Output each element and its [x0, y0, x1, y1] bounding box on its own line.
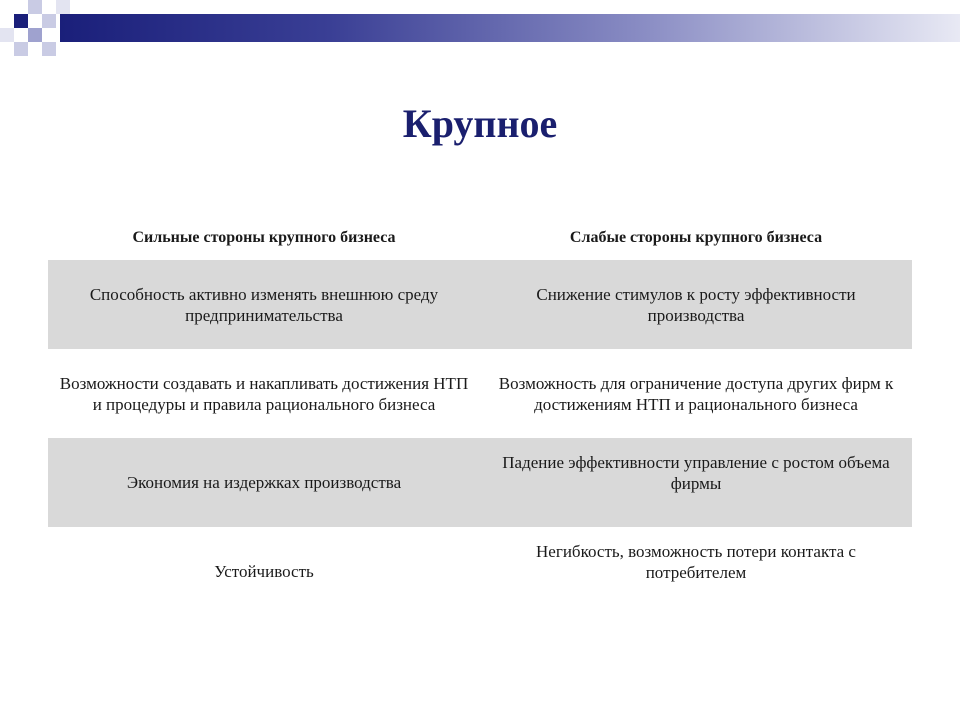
strength-cell: Устойчивость [214, 562, 314, 581]
weakness-cell: Возможность для ограничение доступа других фирм к достижениям НТП и рационального бизнеса [498, 373, 894, 414]
decor-square [28, 0, 42, 14]
header-band [60, 14, 960, 42]
decor-square [14, 42, 28, 56]
weakness-cell: Падение эффективности управление с ростом объема фирмы [502, 453, 890, 493]
table-row [48, 438, 912, 527]
table-header-row [48, 214, 912, 260]
weakness-cell: Негибкость, возможность потери контакта с потребителем [536, 542, 856, 582]
table-row [48, 260, 912, 349]
weakness-cell: Снижение стимулов к росту эффективности производства [536, 284, 856, 325]
decor-square [42, 42, 56, 56]
decor-square [56, 0, 70, 14]
decor-square [42, 14, 56, 28]
slide-title: Крупное [402, 101, 558, 146]
header-strengths: Сильные стороны крупного бизнеса [132, 228, 396, 246]
decor-square [14, 14, 28, 28]
strength-cell: Экономия на издержках производства [126, 473, 402, 492]
table-row [48, 349, 912, 438]
header-weaknesses: Слабые стороны крупного бизнеса [569, 228, 823, 246]
strength-cell: Способность активно изменять внешнюю среду предпринимательства [89, 284, 439, 325]
strength-cell: Возможности создавать и накапливать достижения НТП и процедуры и правила рационального бизнеса [59, 373, 469, 414]
decor-square [0, 28, 14, 42]
comparison-table [48, 214, 912, 616]
decor-square [28, 28, 42, 42]
table-row [48, 527, 912, 616]
